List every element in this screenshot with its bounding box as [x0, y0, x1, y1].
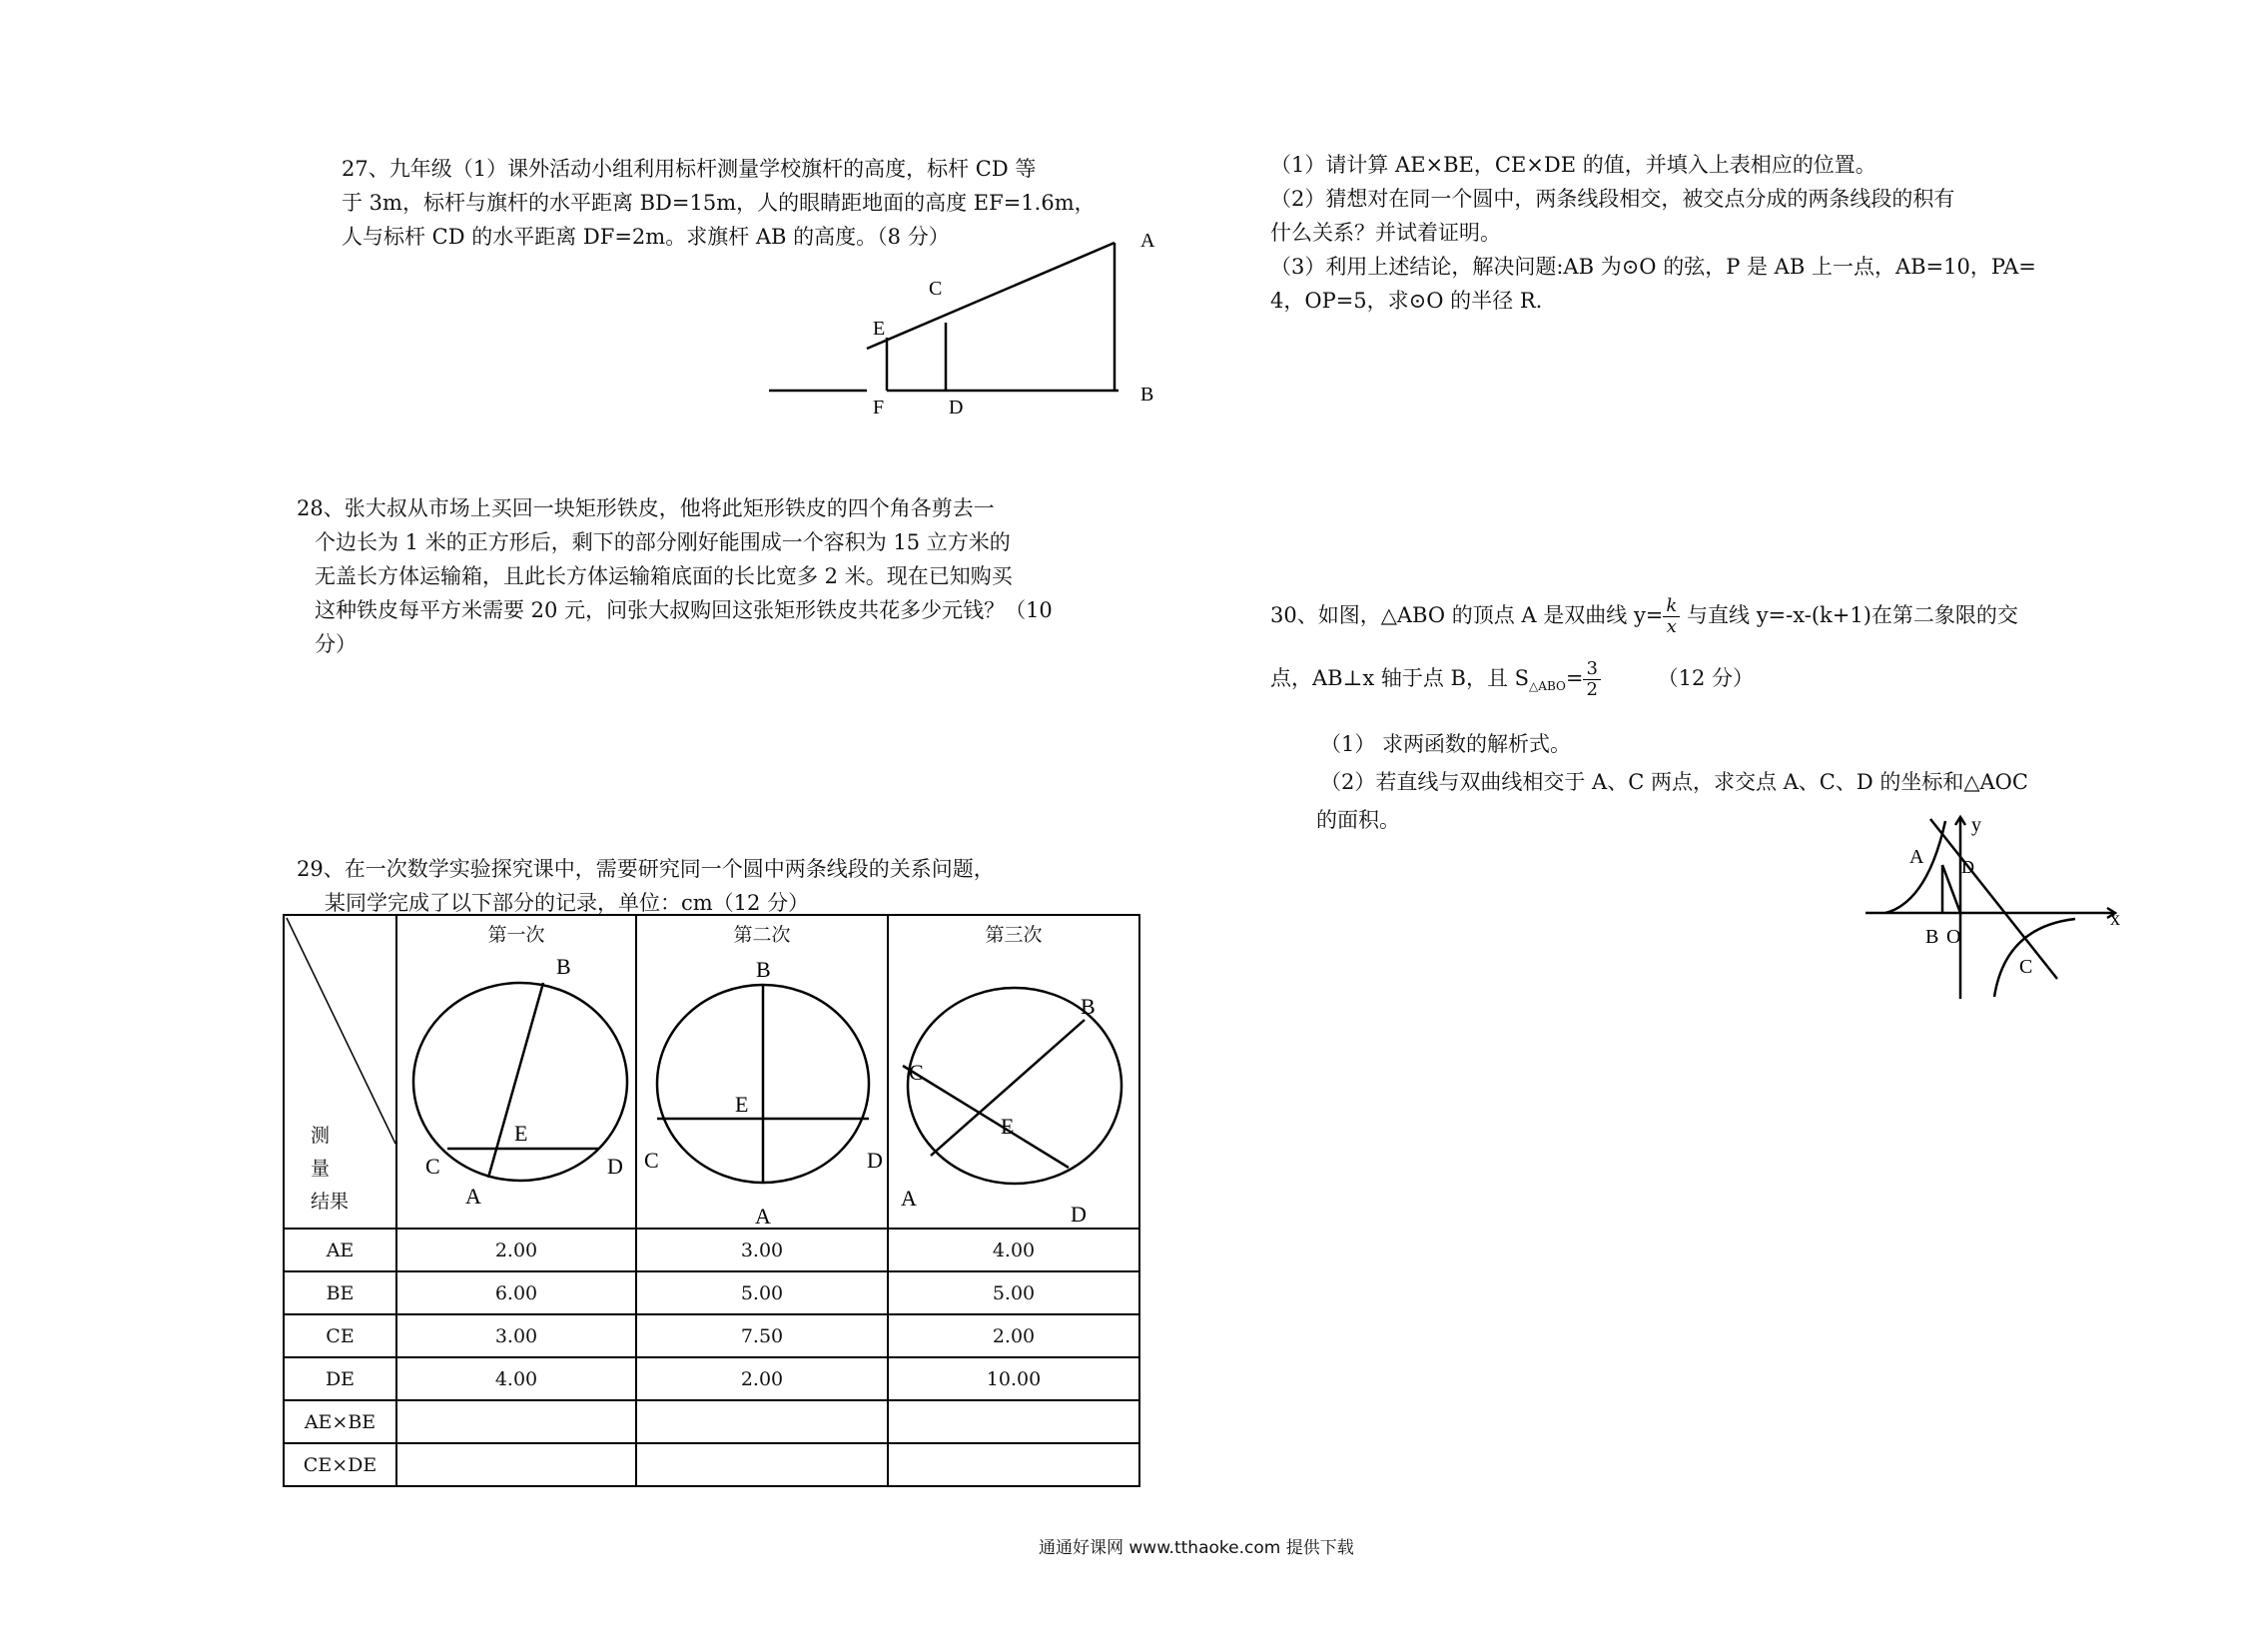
c2-label-C: C — [644, 1148, 659, 1173]
cell-value: 6.00 — [396, 1271, 636, 1314]
q27-line-1: 27、九年级（1）课外活动小组利用标杆测量学校旗杆的高度，标杆 CD 等 — [342, 157, 1037, 181]
c2-label-E: E — [735, 1092, 749, 1117]
q30-sub-1: （1） 求两函数的解析式。 — [1320, 732, 1572, 756]
q29-text — [297, 852, 995, 920]
table-row — [284, 1357, 1139, 1400]
q30-sub-2b: 的面积。 — [1316, 808, 1400, 832]
header-trial-2: 第二次 — [733, 924, 791, 946]
c3-label-C: C — [909, 1060, 924, 1085]
q30-line-2-a: 点，AB⊥x 轴于点 B，且 S — [1270, 666, 1530, 690]
fig-label-y: y — [1971, 814, 1981, 836]
fig-label-C: C — [2019, 956, 2033, 978]
q29-line-2: 某同学完成了以下部分的记录，单位：cm（12 分） — [325, 891, 810, 915]
q29-sub-1: （1）请计算 AE×BE，CE×DE 的值，并填入上表相应的位置。 — [1270, 153, 1876, 177]
cell-empty — [396, 1443, 636, 1486]
label-A: A — [1140, 230, 1155, 252]
q29-record-table — [283, 914, 1140, 1487]
table-row — [284, 1314, 1139, 1357]
cell-value: 5.00 — [888, 1271, 1139, 1314]
q28-line-1: 28、张大叔从市场上买回一块矩形铁皮，他将此矩形铁皮的四个角各剪去一 — [297, 496, 995, 520]
trial-1-cell — [396, 915, 636, 1229]
cell-value: 3.00 — [636, 1229, 888, 1271]
header-trial-1: 第一次 — [487, 924, 545, 946]
c3-label-B: B — [1081, 994, 1096, 1019]
q27-flagpole-figure — [769, 225, 1168, 424]
q30-subscript: △ABO — [1529, 679, 1566, 694]
circle-figure-2 — [637, 916, 887, 1228]
q30-subquestions — [1320, 725, 2028, 801]
corner-label — [311, 1120, 349, 1219]
table-figure-row — [284, 915, 1139, 1229]
frac-denominator: x — [1666, 616, 1677, 637]
table-row — [284, 1229, 1139, 1271]
trial-2-cell — [636, 915, 888, 1229]
q28-line-4: 这种铁皮每平方米需要 20 元，问张大叔购回这张矩形铁皮共花多少元钱？（10 — [315, 598, 1053, 622]
label-D: D — [949, 397, 964, 418]
cell-empty — [888, 1400, 1139, 1443]
q30-sub-2: （2）若直线与双曲线相交于 A、C 两点，求交点 A、C、D 的坐标和△AOC — [1320, 770, 2028, 794]
q27-line-2: 于 3m，标杆与旗杆的水平距离 BD=15m，人的眼睛距地面的高度 EF=1.6m， — [342, 191, 1096, 215]
q28-line-2: 个边长为 1 米的正方形后，剩下的部分刚好能围成一个容积为 15 立方米的 — [315, 530, 1011, 554]
cell-empty — [396, 1400, 636, 1443]
row-label: BE — [284, 1271, 396, 1314]
q28-line-5: 分） — [315, 632, 357, 656]
cell-value: 2.00 — [636, 1357, 888, 1400]
fig-label-D: D — [1961, 857, 1974, 877]
cell-value: 7.50 — [636, 1314, 888, 1357]
q29-sub-3: （3）利用上述结论，解决问题:AB 为⊙O 的弦，P 是 AB 上一点，AB=10，PA= — [1270, 255, 2036, 279]
cell-empty — [888, 1443, 1139, 1486]
c3-label-E: E — [1001, 1114, 1015, 1139]
c2-label-B: B — [756, 957, 771, 982]
circle-figure-3 — [889, 916, 1138, 1228]
c1-label-C: C — [425, 1154, 440, 1179]
q30-score: （12 分） — [1657, 666, 1754, 690]
corner-label-3: 结果 — [311, 1191, 350, 1213]
frac-denominator: 2 — [1586, 679, 1598, 700]
c3-label-A: A — [901, 1186, 917, 1211]
cell-value: 4.00 — [888, 1229, 1139, 1271]
row-label: CE×DE — [284, 1443, 396, 1486]
frac-numerator: 3 — [1583, 659, 1600, 680]
q30-line-1 — [1270, 592, 2018, 638]
q30-line-2 — [1270, 655, 1754, 709]
row-label: DE — [284, 1357, 396, 1400]
fig-label-B: B — [1925, 926, 1939, 948]
q28-line-3: 无盖长方体运输箱，且此长方体运输箱底面的长比宽多 2 米。现在已知购买 — [315, 564, 1013, 588]
q29-line-1: 29、在一次数学实验探究课中，需要研究同一个圆中两条线段的关系问题， — [297, 857, 995, 881]
fig-label-x: x — [2110, 908, 2120, 930]
q30-coordinate-figure — [1858, 807, 2137, 1007]
fig-label-O: O — [1946, 926, 1961, 948]
row-label: CE — [284, 1314, 396, 1357]
q30-line-1-b: 与直线 y=-x-(k+1)在第二象限的交 — [1687, 603, 2018, 627]
cell-value: 3.00 — [396, 1314, 636, 1357]
fraction-3-over-2 — [1583, 659, 1600, 700]
circle-figure-1 — [397, 916, 635, 1228]
c1-label-A: A — [465, 1184, 481, 1209]
frac-numerator: k — [1663, 596, 1680, 617]
q30-equals: = — [1565, 666, 1584, 690]
row-label: AE — [284, 1229, 396, 1271]
q29-sub-3b: 4，OP=5，求⊙O 的半径 R. — [1270, 289, 1543, 313]
corner-label-2: 量 — [311, 1158, 331, 1180]
q27-line-3: 人与标杆 CD 的水平距离 DF=2m。求旗杆 AB 的高度。（8 分） — [342, 225, 950, 249]
table-row — [284, 1443, 1139, 1486]
q29-subquestions — [1270, 148, 2036, 318]
cell-empty — [636, 1443, 888, 1486]
q28-text — [297, 491, 1053, 661]
label-C: C — [929, 278, 943, 300]
cell-value: 2.00 — [396, 1229, 636, 1271]
label-E: E — [873, 318, 886, 340]
label-F: F — [873, 397, 885, 418]
cell-value: 5.00 — [636, 1271, 888, 1314]
c1-label-D: D — [607, 1154, 623, 1179]
q29-sub-2: （2）猜想对在同一个圆中，两条线段相交，被交点分成的两条线段的积有 — [1270, 187, 1955, 211]
q30-line-1-a: 30、如图，△ABO 的顶点 A 是双曲线 y= — [1270, 603, 1664, 627]
c3-label-D: D — [1071, 1202, 1087, 1227]
q29-sub-2b: 什么关系？并试着证明。 — [1270, 221, 1501, 245]
cell-value: 2.00 — [888, 1314, 1139, 1357]
table-row — [284, 1400, 1139, 1443]
c1-label-B: B — [556, 954, 571, 979]
cell-value: 10.00 — [888, 1357, 1139, 1400]
c1-label-E: E — [514, 1121, 528, 1146]
fig-label-A: A — [1909, 846, 1924, 868]
fraction-k-over-x — [1663, 596, 1680, 637]
c2-label-D: D — [867, 1148, 883, 1173]
cell-value: 4.00 — [396, 1357, 636, 1400]
header-trial-3: 第三次 — [985, 924, 1043, 946]
footer-text: 通通好课网 www.tthaoke.com 提供下载 — [1039, 1538, 1354, 1558]
table-row — [284, 1271, 1139, 1314]
trial-3-cell — [888, 915, 1139, 1229]
corner-label-1: 测 — [311, 1125, 331, 1147]
row-label: AE×BE — [284, 1400, 396, 1443]
cell-empty — [636, 1400, 888, 1443]
c2-label-A: A — [755, 1204, 771, 1228]
corner-cell — [284, 915, 396, 1229]
label-B: B — [1140, 384, 1154, 406]
